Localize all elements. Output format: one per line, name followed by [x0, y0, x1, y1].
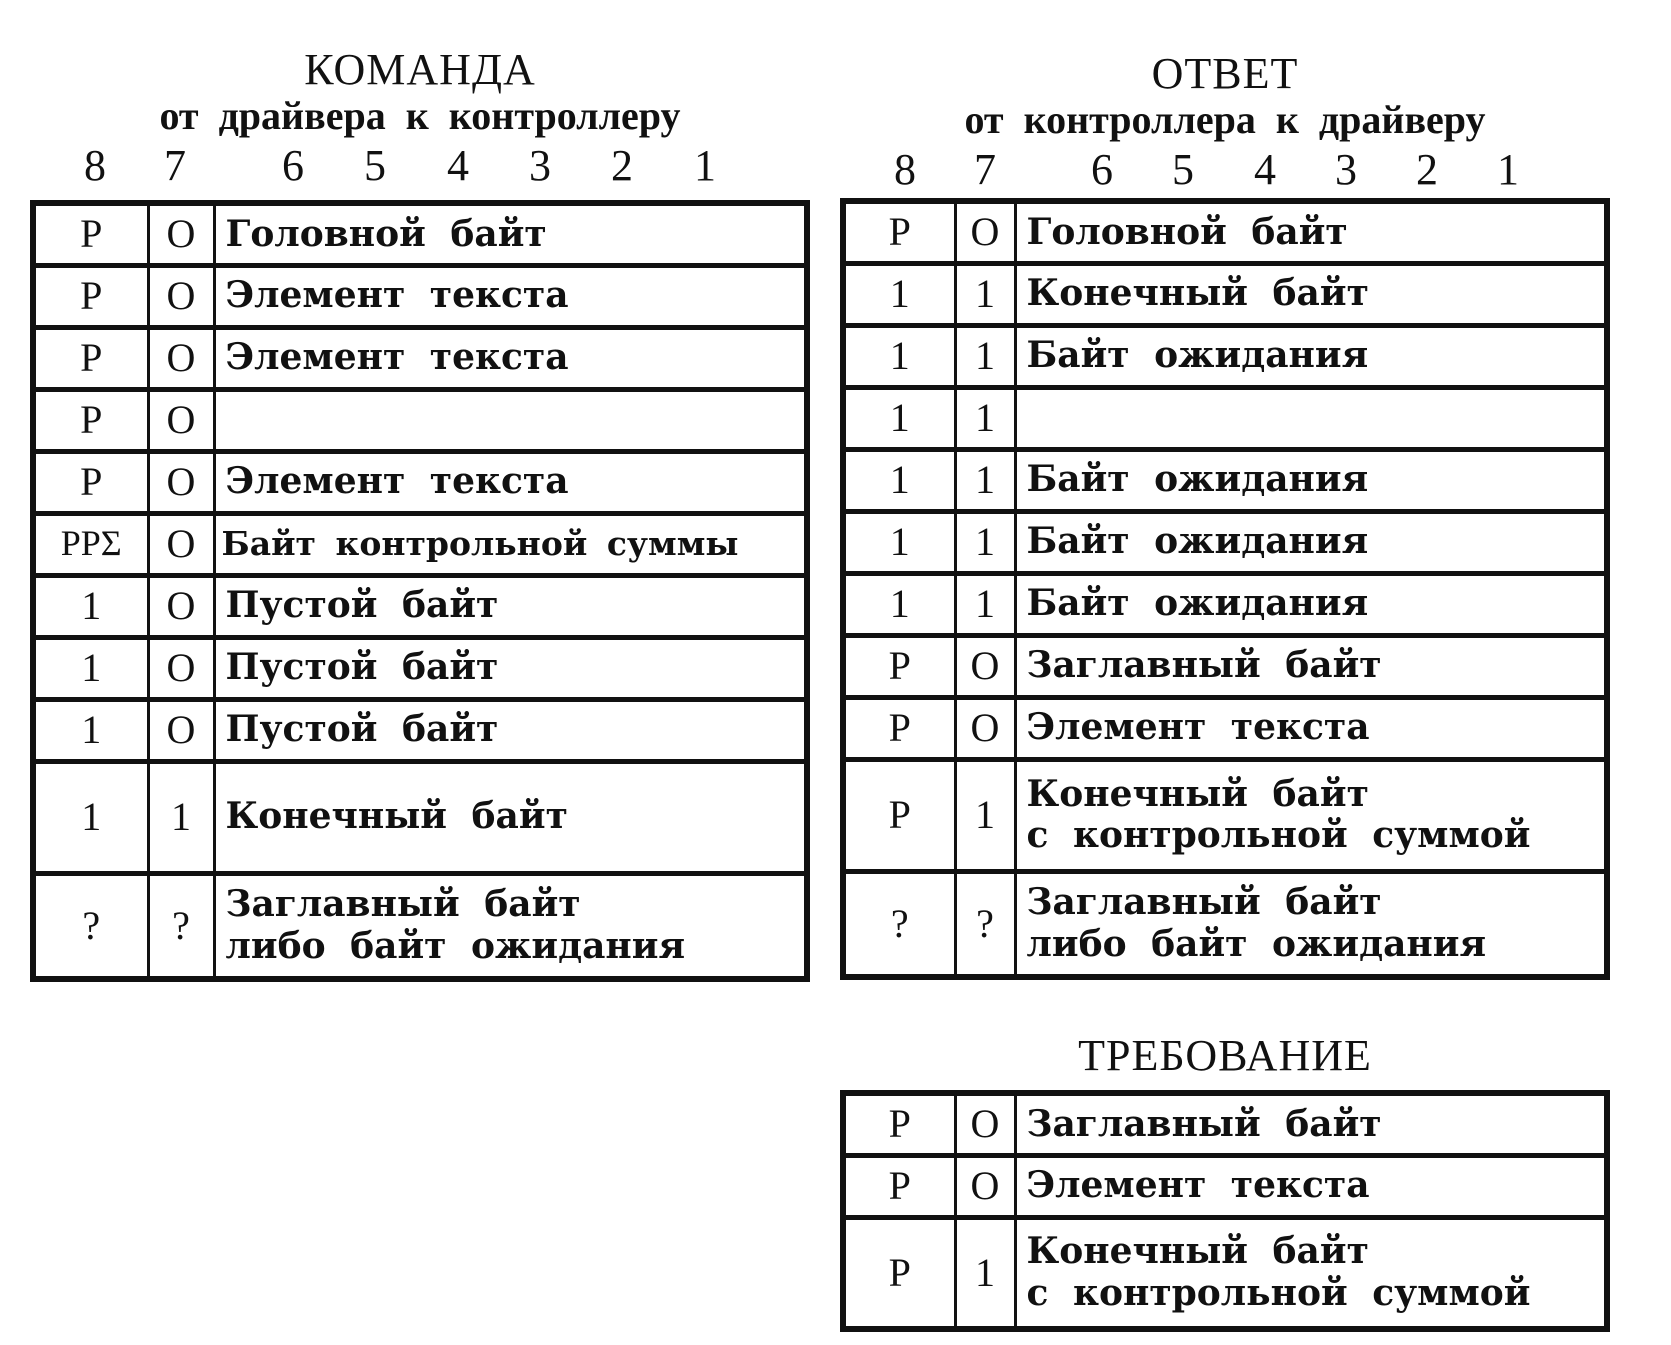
bit7-cell: О: [148, 575, 214, 637]
byte-description-line1: Конечный байт: [1026, 772, 1369, 815]
byte-description: Байт ожидания: [1015, 325, 1607, 387]
bit-number-6: 6: [282, 141, 304, 190]
byte-description: Пустой байт: [214, 699, 807, 761]
byte-description: Конечный байт: [214, 761, 807, 873]
bit7-cell: 1: [955, 325, 1015, 387]
table-row: [843, 1217, 1607, 1329]
byte-description-line2: либо байт ожидания: [1026, 922, 1487, 965]
table-row: [33, 513, 807, 575]
bit7-cell: О: [148, 327, 214, 389]
bit-number-6: 6: [1091, 145, 1113, 194]
bit8-cell: 1: [843, 511, 955, 573]
bit-number-1: 1: [694, 141, 716, 190]
table-row: [33, 203, 807, 265]
bit7-cell: О: [148, 637, 214, 699]
table-row: [843, 201, 1607, 263]
bit7-cell: 1: [955, 1217, 1015, 1329]
bit-number-2: 2: [1416, 145, 1438, 194]
table-row: [33, 575, 807, 637]
byte-description-line1: Заглавный байт: [225, 883, 581, 926]
table-row: [843, 511, 1607, 573]
bit-number-2: 2: [611, 141, 633, 190]
response-bit-numbers: [840, 144, 1610, 196]
table-row: [843, 387, 1607, 449]
bit-number-8: 8: [894, 145, 916, 194]
byte-description: [1015, 871, 1607, 977]
byte-description: Заглавный байт: [1015, 635, 1607, 697]
bit7-cell: ?: [148, 873, 214, 979]
bit8-cell: Р: [843, 1093, 955, 1155]
bit8-cell: 1: [33, 637, 148, 699]
bit7-cell: О: [955, 635, 1015, 697]
byte-description: Байт ожидания: [1015, 573, 1607, 635]
bit7-cell: О: [148, 203, 214, 265]
bit8-cell: Р: [843, 759, 955, 871]
bit8-cell: Р: [843, 1155, 955, 1217]
bit-number-5: 5: [1172, 145, 1194, 194]
byte-description: Элемент текста: [214, 265, 807, 327]
bit8-cell: Р: [33, 389, 148, 451]
bit-number-3: 3: [1335, 145, 1357, 194]
bit-number-5: 5: [364, 141, 386, 190]
table-row: [33, 699, 807, 761]
bit8-cell: 1: [843, 573, 955, 635]
bit-number-3: 3: [529, 141, 551, 190]
bit-number-7: 7: [164, 141, 186, 190]
byte-description: Элемент текста: [1015, 697, 1607, 759]
byte-description: Конечный байт: [1015, 263, 1607, 325]
bit8-cell: 1: [843, 449, 955, 511]
bit-number-4: 4: [1254, 145, 1276, 194]
bit7-cell: ?: [955, 871, 1015, 977]
byte-description: Заглавный байт: [1015, 1093, 1607, 1155]
byte-description: [1015, 759, 1607, 871]
byte-description: [214, 873, 807, 979]
bit7-cell: 1: [955, 449, 1015, 511]
request-table: [840, 1090, 1610, 1332]
bit8-cell: Р: [843, 635, 955, 697]
byte-description: Элемент текста: [1015, 1155, 1607, 1217]
bit8-cell: Р: [843, 697, 955, 759]
byte-description-line2: с контрольной суммой: [1026, 1271, 1531, 1314]
bit7-cell: О: [148, 699, 214, 761]
table-row: [33, 451, 807, 513]
table-row: [843, 697, 1607, 759]
bit-number-7: 7: [974, 145, 996, 194]
table-row: [843, 759, 1607, 871]
byte-description-line2: с контрольной суммой: [1026, 814, 1531, 856]
command-section: [30, 40, 810, 1010]
bit7-cell: О: [148, 389, 214, 451]
bit7-cell: 1: [955, 387, 1015, 449]
bit8-cell: Р: [33, 203, 148, 265]
byte-description: Элемент текста: [214, 451, 807, 513]
bit7-cell: 1: [955, 573, 1015, 635]
bit8-cell: ?: [843, 871, 955, 977]
bit7-cell: О: [955, 1155, 1015, 1217]
bit7-cell: О: [955, 697, 1015, 759]
bit7-cell: 1: [955, 759, 1015, 871]
table-row: [843, 635, 1607, 697]
table-row: [843, 449, 1607, 511]
bit8-cell: 1: [33, 761, 148, 873]
bit7-cell: О: [148, 451, 214, 513]
command-table: [30, 200, 810, 982]
byte-description: Байт ожидания: [1015, 449, 1607, 511]
byte-description: [1015, 387, 1607, 449]
command-bit-numbers: [30, 140, 810, 192]
bit8-cell: 1: [843, 263, 955, 325]
byte-description-line1: Конечный байт: [1026, 1230, 1369, 1273]
bit8-cell: Р: [843, 201, 955, 263]
table-row: [33, 265, 807, 327]
byte-description: [214, 389, 807, 451]
response-subtitle: от контроллера к драйверу: [964, 97, 1486, 142]
bit7-cell: 1: [148, 761, 214, 873]
table-row: [843, 871, 1607, 977]
byte-description: [1015, 1217, 1607, 1329]
bit-number-1: 1: [1497, 145, 1519, 194]
byte-description: Элемент текста: [214, 327, 807, 389]
bit7-cell: О: [955, 1093, 1015, 1155]
command-subtitle: от драйвера к контроллеру: [159, 93, 681, 138]
bit-number-4: 4: [447, 141, 469, 190]
byte-description: Пустой байт: [214, 637, 807, 699]
bit8-cell: ?: [33, 873, 148, 979]
table-row: [33, 873, 807, 979]
response-title: ОТВЕТ: [1151, 49, 1299, 98]
byte-description: Пустой байт: [214, 575, 807, 637]
table-row: [843, 573, 1607, 635]
bit8-cell: Р: [33, 265, 148, 327]
bit7-cell: 1: [955, 511, 1015, 573]
bit7-cell: 1: [955, 263, 1015, 325]
table-row: [843, 1093, 1607, 1155]
bit8-cell: РРΣ: [33, 513, 148, 575]
table-row: [843, 263, 1607, 325]
bit7-cell: О: [955, 201, 1015, 263]
bit7-cell: О: [148, 513, 214, 575]
table-row: [33, 327, 807, 389]
bit8-cell: 1: [843, 325, 955, 387]
byte-description: Байт ожидания: [1015, 511, 1607, 573]
bit8-cell: 1: [843, 387, 955, 449]
bit8-cell: Р: [33, 327, 148, 389]
bit7-cell: О: [148, 265, 214, 327]
byte-description: Головной байт: [214, 203, 807, 265]
bit8-cell: Р: [843, 1217, 955, 1329]
request-section: [840, 1030, 1610, 1330]
table-row: [843, 325, 1607, 387]
bit8-cell: 1: [33, 575, 148, 637]
bit8-cell: 1: [33, 699, 148, 761]
byte-description-line1: Заглавный байт: [1026, 881, 1382, 924]
byte-description: Головной байт: [1015, 201, 1607, 263]
command-title: КОМАНДА: [304, 45, 536, 94]
bit8-cell: Р: [33, 451, 148, 513]
response-section: [840, 40, 1610, 1010]
table-row: [843, 1155, 1607, 1217]
byte-description-line2: либо байт ожидания: [225, 924, 686, 967]
byte-description: Байт контрольной суммы: [214, 513, 807, 575]
request-title: ТРЕБОВАНИЕ: [1078, 1031, 1372, 1080]
response-table: [840, 198, 1610, 980]
table-row: [33, 761, 807, 873]
table-row: [33, 389, 807, 451]
bit-number-8: 8: [84, 141, 106, 190]
table-row: [33, 637, 807, 699]
